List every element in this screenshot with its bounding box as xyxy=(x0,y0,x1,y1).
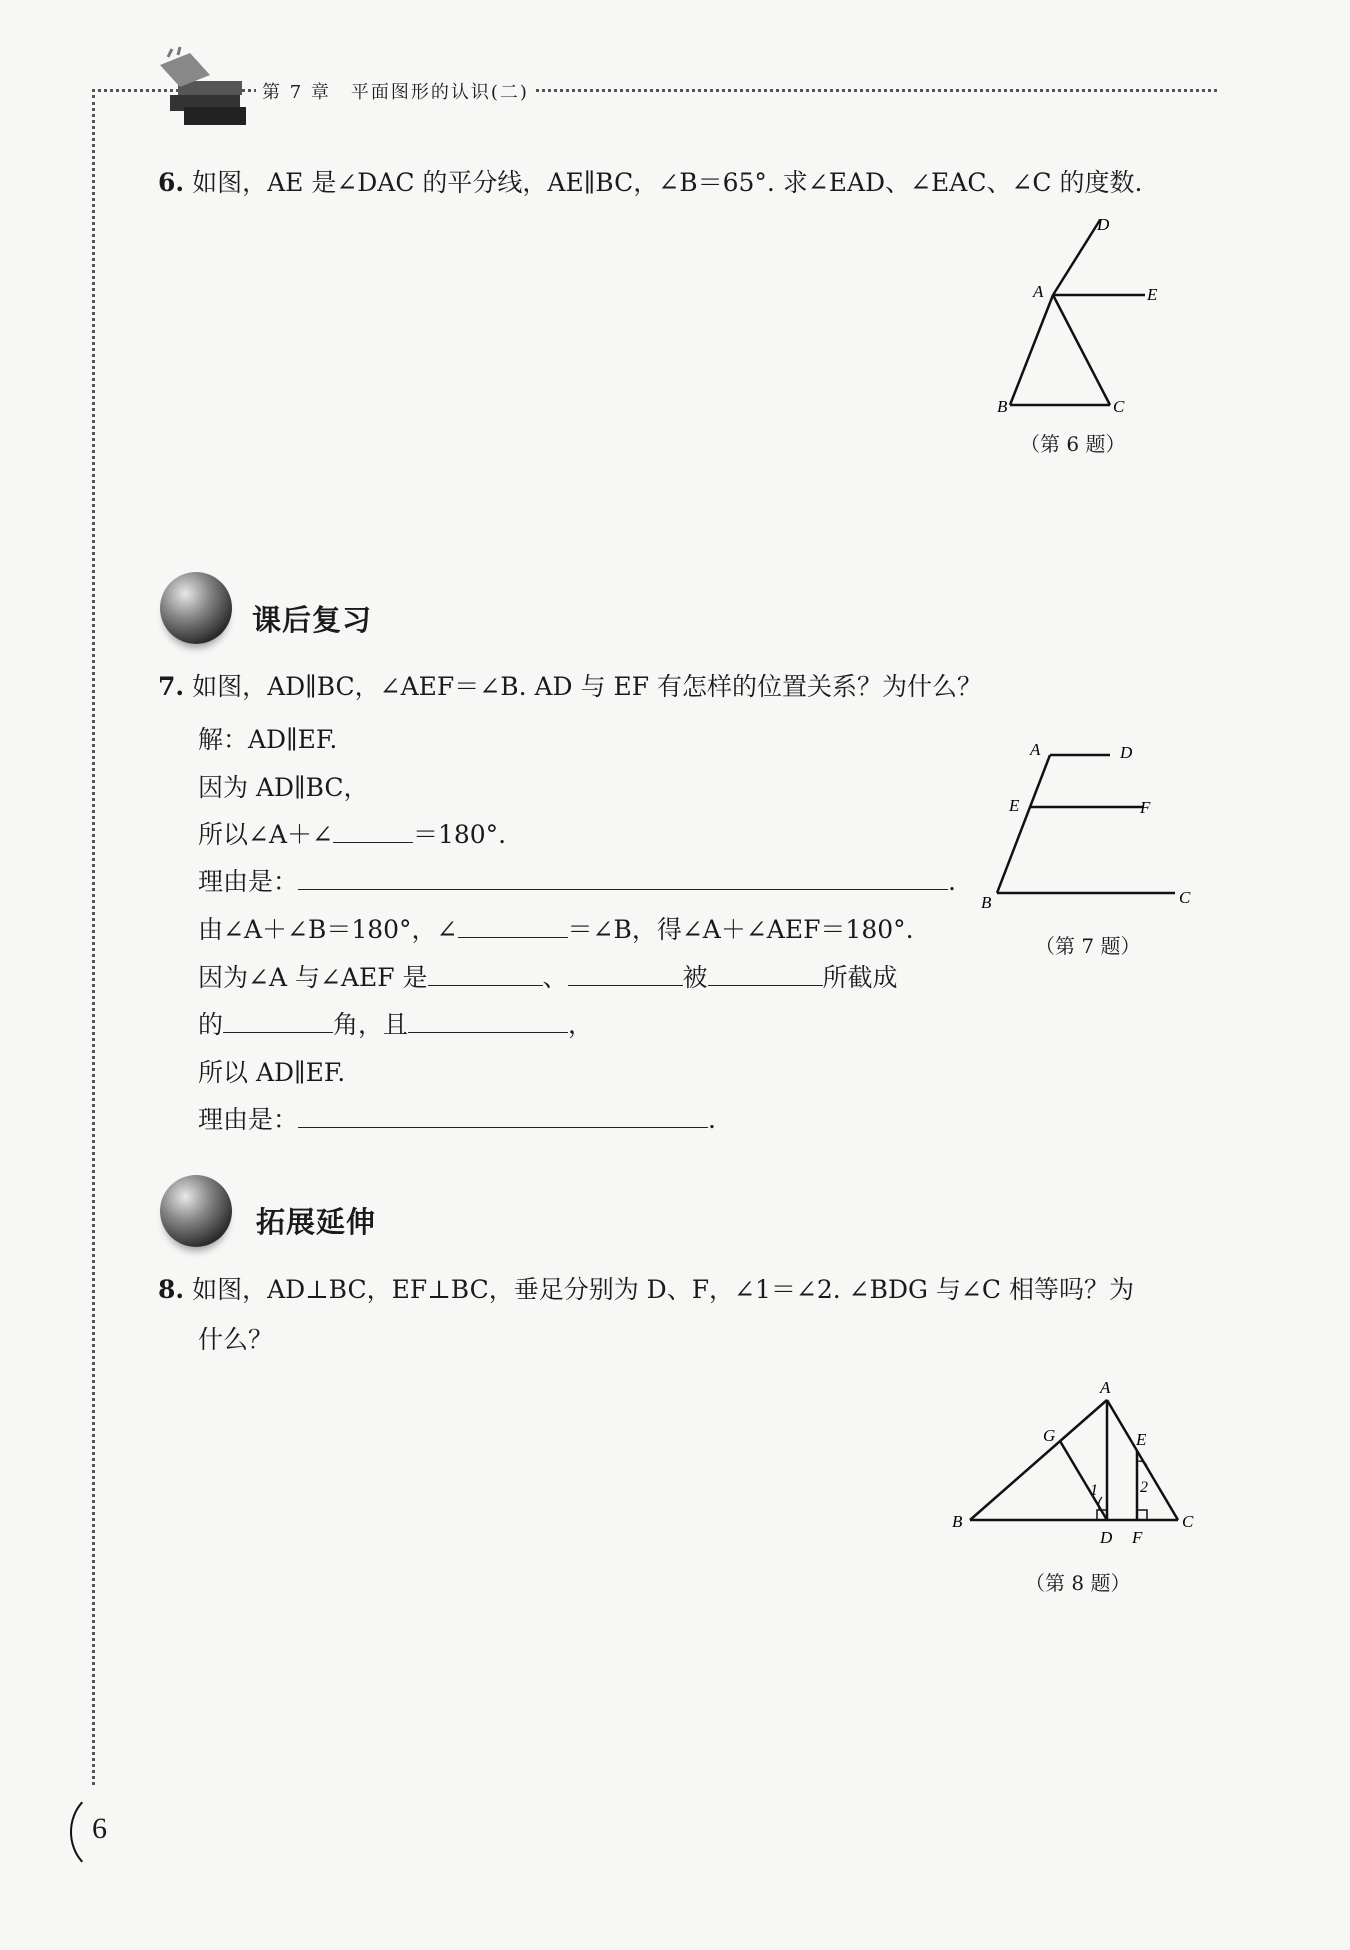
left-dotted-rule xyxy=(92,95,95,1785)
line-text: ， xyxy=(568,1010,594,1039)
label-G: G xyxy=(1043,1426,1056,1445)
label-A: A xyxy=(1030,740,1041,759)
question-7 xyxy=(158,672,982,702)
globe-icon xyxy=(160,572,232,644)
fill-blank[interactable] xyxy=(333,820,413,843)
label-E: E xyxy=(1147,285,1158,304)
question-text: 如图，AE 是∠DAC 的平分线，AE∥BC，∠B＝65°. 求∠EAD、∠EAC、∠C 的度数. xyxy=(192,168,1143,197)
line-text: 被 xyxy=(682,963,708,992)
fill-blank[interactable] xyxy=(298,1105,708,1128)
line-text: ＝180°. xyxy=(412,820,507,849)
fill-blank[interactable] xyxy=(298,867,948,890)
question-number: 8. xyxy=(158,1275,185,1304)
label-E: E xyxy=(1136,1430,1147,1449)
answer-line-7 xyxy=(198,1005,593,1041)
line-text: ＝∠B，得∠A＋∠AEF＝180°. xyxy=(567,915,914,944)
label-C: C xyxy=(1179,888,1191,907)
globe-icon xyxy=(160,1175,232,1247)
label-D: D xyxy=(1097,215,1110,234)
label-E: E xyxy=(1009,796,1020,815)
fill-blank[interactable] xyxy=(223,1010,333,1033)
figure-6 xyxy=(985,210,1185,430)
chapter-header: 第 7 章 平面图形的认识(二) xyxy=(256,78,535,104)
fill-blank[interactable] xyxy=(568,963,683,986)
fill-blank[interactable] xyxy=(408,1010,568,1033)
figure-7-caption: （第 7 题） xyxy=(1035,934,1141,958)
line-text: 、 xyxy=(542,963,568,992)
answer-line-4 xyxy=(198,862,956,898)
answer-line-1: 解：AD∥EF. xyxy=(198,725,338,754)
answer-line-2: 因为 AD∥BC， xyxy=(198,773,369,802)
question-6 xyxy=(158,168,1142,198)
line-text: 的 xyxy=(198,1010,224,1039)
label-C: C xyxy=(1182,1512,1194,1531)
page-number: 6 xyxy=(92,1812,107,1845)
section-title-review: 课后复习 xyxy=(252,603,373,637)
answer-line-8: 所以 AD∥EF. xyxy=(198,1058,346,1087)
question-text-line1: 如图，AD⊥BC，EF⊥BC，垂足分别为 D、F，∠1＝∠2. ∠BDG 与∠C 相等吗？为 xyxy=(192,1275,1134,1304)
fill-blank[interactable] xyxy=(428,963,543,986)
angle-label-1: 1 xyxy=(1090,1482,1098,1499)
answer-line-3 xyxy=(198,815,506,851)
label-C: C xyxy=(1113,397,1125,416)
line-text: 理由是： xyxy=(198,867,299,896)
answer-line-5 xyxy=(198,910,914,946)
books-logo-icon xyxy=(150,45,260,135)
question-text: 如图，AD∥BC，∠AEF＝∠B. AD 与 EF 有怎样的位置关系？为什么？ xyxy=(192,672,983,701)
label-A: A xyxy=(1033,282,1044,301)
question-number: 6. xyxy=(158,168,185,197)
label-B: B xyxy=(981,893,992,912)
line-text: . xyxy=(948,867,956,896)
line-text: 理由是： xyxy=(198,1105,299,1134)
figure-8-caption: （第 8 题） xyxy=(1025,1571,1131,1595)
label-B: B xyxy=(997,397,1008,416)
fill-blank[interactable] xyxy=(708,963,823,986)
answer-line-9 xyxy=(198,1100,716,1136)
page-number-arc xyxy=(70,1790,144,1874)
figure-6-caption: （第 6 题） xyxy=(1020,432,1126,456)
line-text: 所截成 xyxy=(822,963,898,992)
figure-7 xyxy=(975,735,1205,915)
line-text: 所以∠A＋∠ xyxy=(198,820,333,849)
line-text: 因为∠A 与∠AEF 是 xyxy=(198,963,428,992)
answer-line-6 xyxy=(198,958,898,994)
section-title-extend: 拓展延伸 xyxy=(256,1205,377,1239)
question-number: 7. xyxy=(158,672,185,701)
label-D: D xyxy=(1120,743,1133,762)
label-D: D xyxy=(1100,1528,1113,1547)
label-B: B xyxy=(952,1512,963,1531)
label-A: A xyxy=(1100,1378,1111,1397)
line-text: . xyxy=(708,1105,716,1134)
figure-8 xyxy=(950,1375,1210,1555)
question-8 xyxy=(158,1275,1134,1305)
fill-blank[interactable] xyxy=(458,915,568,938)
label-F: F xyxy=(1140,798,1151,817)
line-text: 角，且 xyxy=(333,1010,409,1039)
angle-label-2: 2 xyxy=(1140,1479,1148,1496)
label-F: F xyxy=(1132,1528,1143,1547)
question-8-cont: 什么？ xyxy=(198,1325,274,1354)
line-text: 由∠A＋∠B＝180°，∠ xyxy=(198,915,458,944)
